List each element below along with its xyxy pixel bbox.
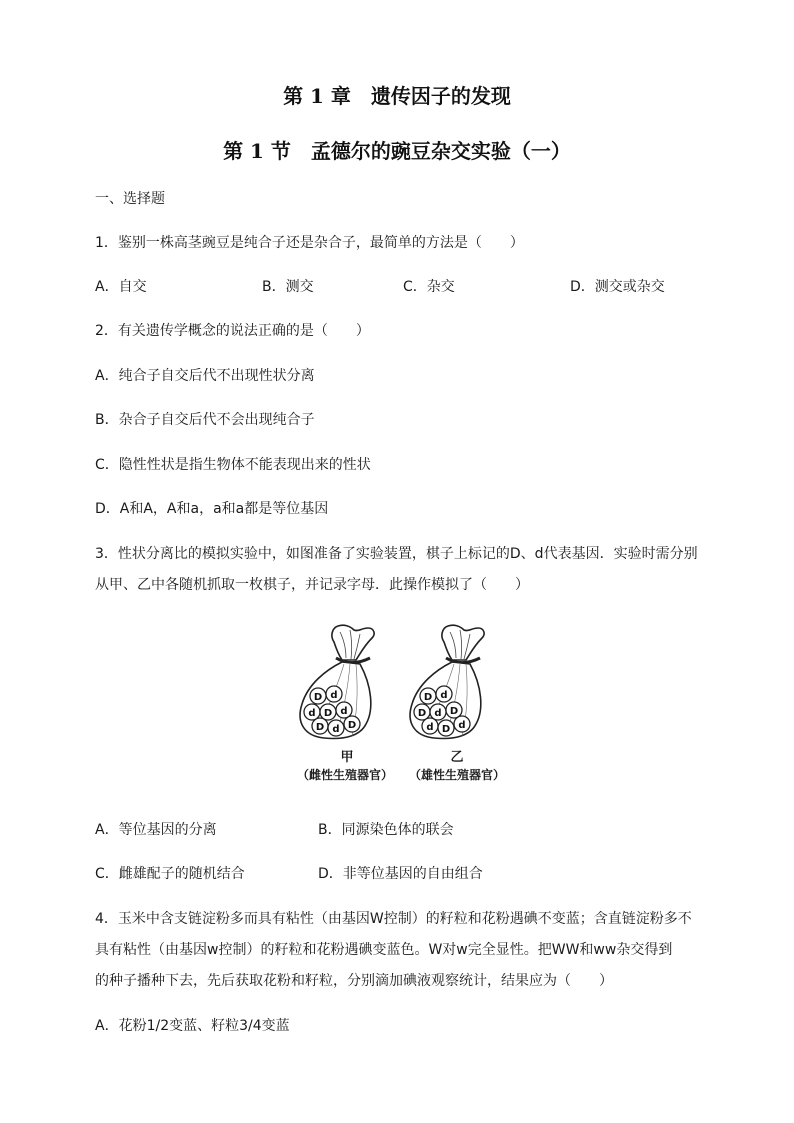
svg-text:D: D xyxy=(315,722,325,733)
svg-text:D: D xyxy=(347,720,357,731)
chess-piece xyxy=(328,720,344,736)
svg-text:d: d xyxy=(426,722,434,733)
chess-piece xyxy=(422,718,438,734)
question-1-option-c: C．杂交 xyxy=(403,279,455,295)
question-1-option-a: A．自交 xyxy=(95,279,147,295)
chess-piece xyxy=(320,704,336,720)
bag-yi-label: 乙 xyxy=(450,750,464,765)
svg-text:D: D xyxy=(423,692,433,703)
question-3-option-c: C．雌雄配子的随机结合 xyxy=(95,866,245,882)
question-3-stem-line-2: 从甲、乙中各随机抓取一枚棋子，并记录字母．此操作模拟了（ ） xyxy=(95,577,529,593)
chess-piece xyxy=(312,718,328,734)
question-3-stem-line-1: 3．性状分离比的模拟实验中，如图准备了实验装置，棋子上标记的D、d代表基因．实验时需分别 xyxy=(95,546,698,562)
svg-text:D: D xyxy=(441,724,451,735)
part-heading: 一、选择题 xyxy=(95,191,165,207)
chess-piece xyxy=(430,704,446,720)
chess-piece xyxy=(454,716,470,732)
chess-piece xyxy=(304,704,320,720)
question-2-stem: 2．有关遗传学概念的说法正确的是（ ） xyxy=(95,323,370,339)
chess-piece xyxy=(326,686,342,702)
section-title: 第 1 节 孟德尔的豌豆杂交实验（一） xyxy=(223,139,571,163)
svg-text:d: d xyxy=(308,708,316,719)
svg-text:D: D xyxy=(449,706,459,717)
chess-piece xyxy=(414,704,430,720)
bag-jia-caption: （雌性生殖器官） xyxy=(296,768,393,782)
question-2-option-d: D．A和A，A和a，a和a都是等位基因 xyxy=(95,501,329,517)
chess-piece xyxy=(446,702,462,718)
chess-piece xyxy=(438,720,454,736)
experiment-figure xyxy=(290,618,520,793)
svg-text:d: d xyxy=(332,724,340,735)
question-3-option-a: A．等位基因的分离 xyxy=(95,822,217,838)
svg-text:D: D xyxy=(313,692,323,703)
question-2-option-c: C．隐性性状是指生物体不能表现出来的性状 xyxy=(95,457,371,473)
question-4-stem-line-3: 的种子播种下去，先后获取花粉和籽粒，分别滴加碘液观察统计，结果应为（ ） xyxy=(95,973,613,989)
svg-text:D: D xyxy=(323,708,333,719)
svg-text:D: D xyxy=(417,708,427,719)
question-2-option-b: B．杂合子自交后代不会出现纯合子 xyxy=(95,412,315,428)
svg-text:d: d xyxy=(434,708,442,719)
bag-jia-label: 甲 xyxy=(340,750,354,765)
svg-text:d: d xyxy=(440,690,448,701)
svg-text:d: d xyxy=(458,720,466,731)
question-1-option-d: D．测交或杂交 xyxy=(570,279,665,295)
svg-text:d: d xyxy=(330,690,338,701)
question-4-stem-line-2: 具有粘性（由基因w控制）的籽粒和花粉遇碘变蓝色。W对w完全显性。把WW和ww杂交得到 xyxy=(95,942,673,958)
chess-piece xyxy=(310,688,326,704)
question-2-option-a: A．纯合子自交后代不出现性状分离 xyxy=(95,368,315,384)
chess-piece xyxy=(344,716,360,732)
question-3-option-d: D．非等位基因的自由组合 xyxy=(318,866,483,882)
chess-piece xyxy=(436,686,452,702)
question-1-option-b: B．测交 xyxy=(262,279,314,295)
chapter-title: 第 1 章 遗传因子的发现 xyxy=(283,84,511,108)
question-1-stem: 1．鉴别一株高茎豌豆是纯合子还是杂合子，最简单的方法是（ ） xyxy=(95,235,524,251)
svg-text:d: d xyxy=(340,706,348,717)
question-3-option-b: B．同源染色体的联会 xyxy=(318,822,454,838)
chess-piece xyxy=(336,702,352,718)
question-4-stem-line-1: 4．玉米中含支链淀粉多而具有粘性（由基因W控制）的籽粒和花粉遇碘不变蓝；含直链淀粉多不 xyxy=(95,911,692,927)
question-4-option-a: A．花粉1/2变蓝、籽粒3/4变蓝 xyxy=(95,1018,290,1034)
chess-piece xyxy=(420,688,436,704)
bag-yi-caption: （雄性生殖器官） xyxy=(408,768,505,782)
